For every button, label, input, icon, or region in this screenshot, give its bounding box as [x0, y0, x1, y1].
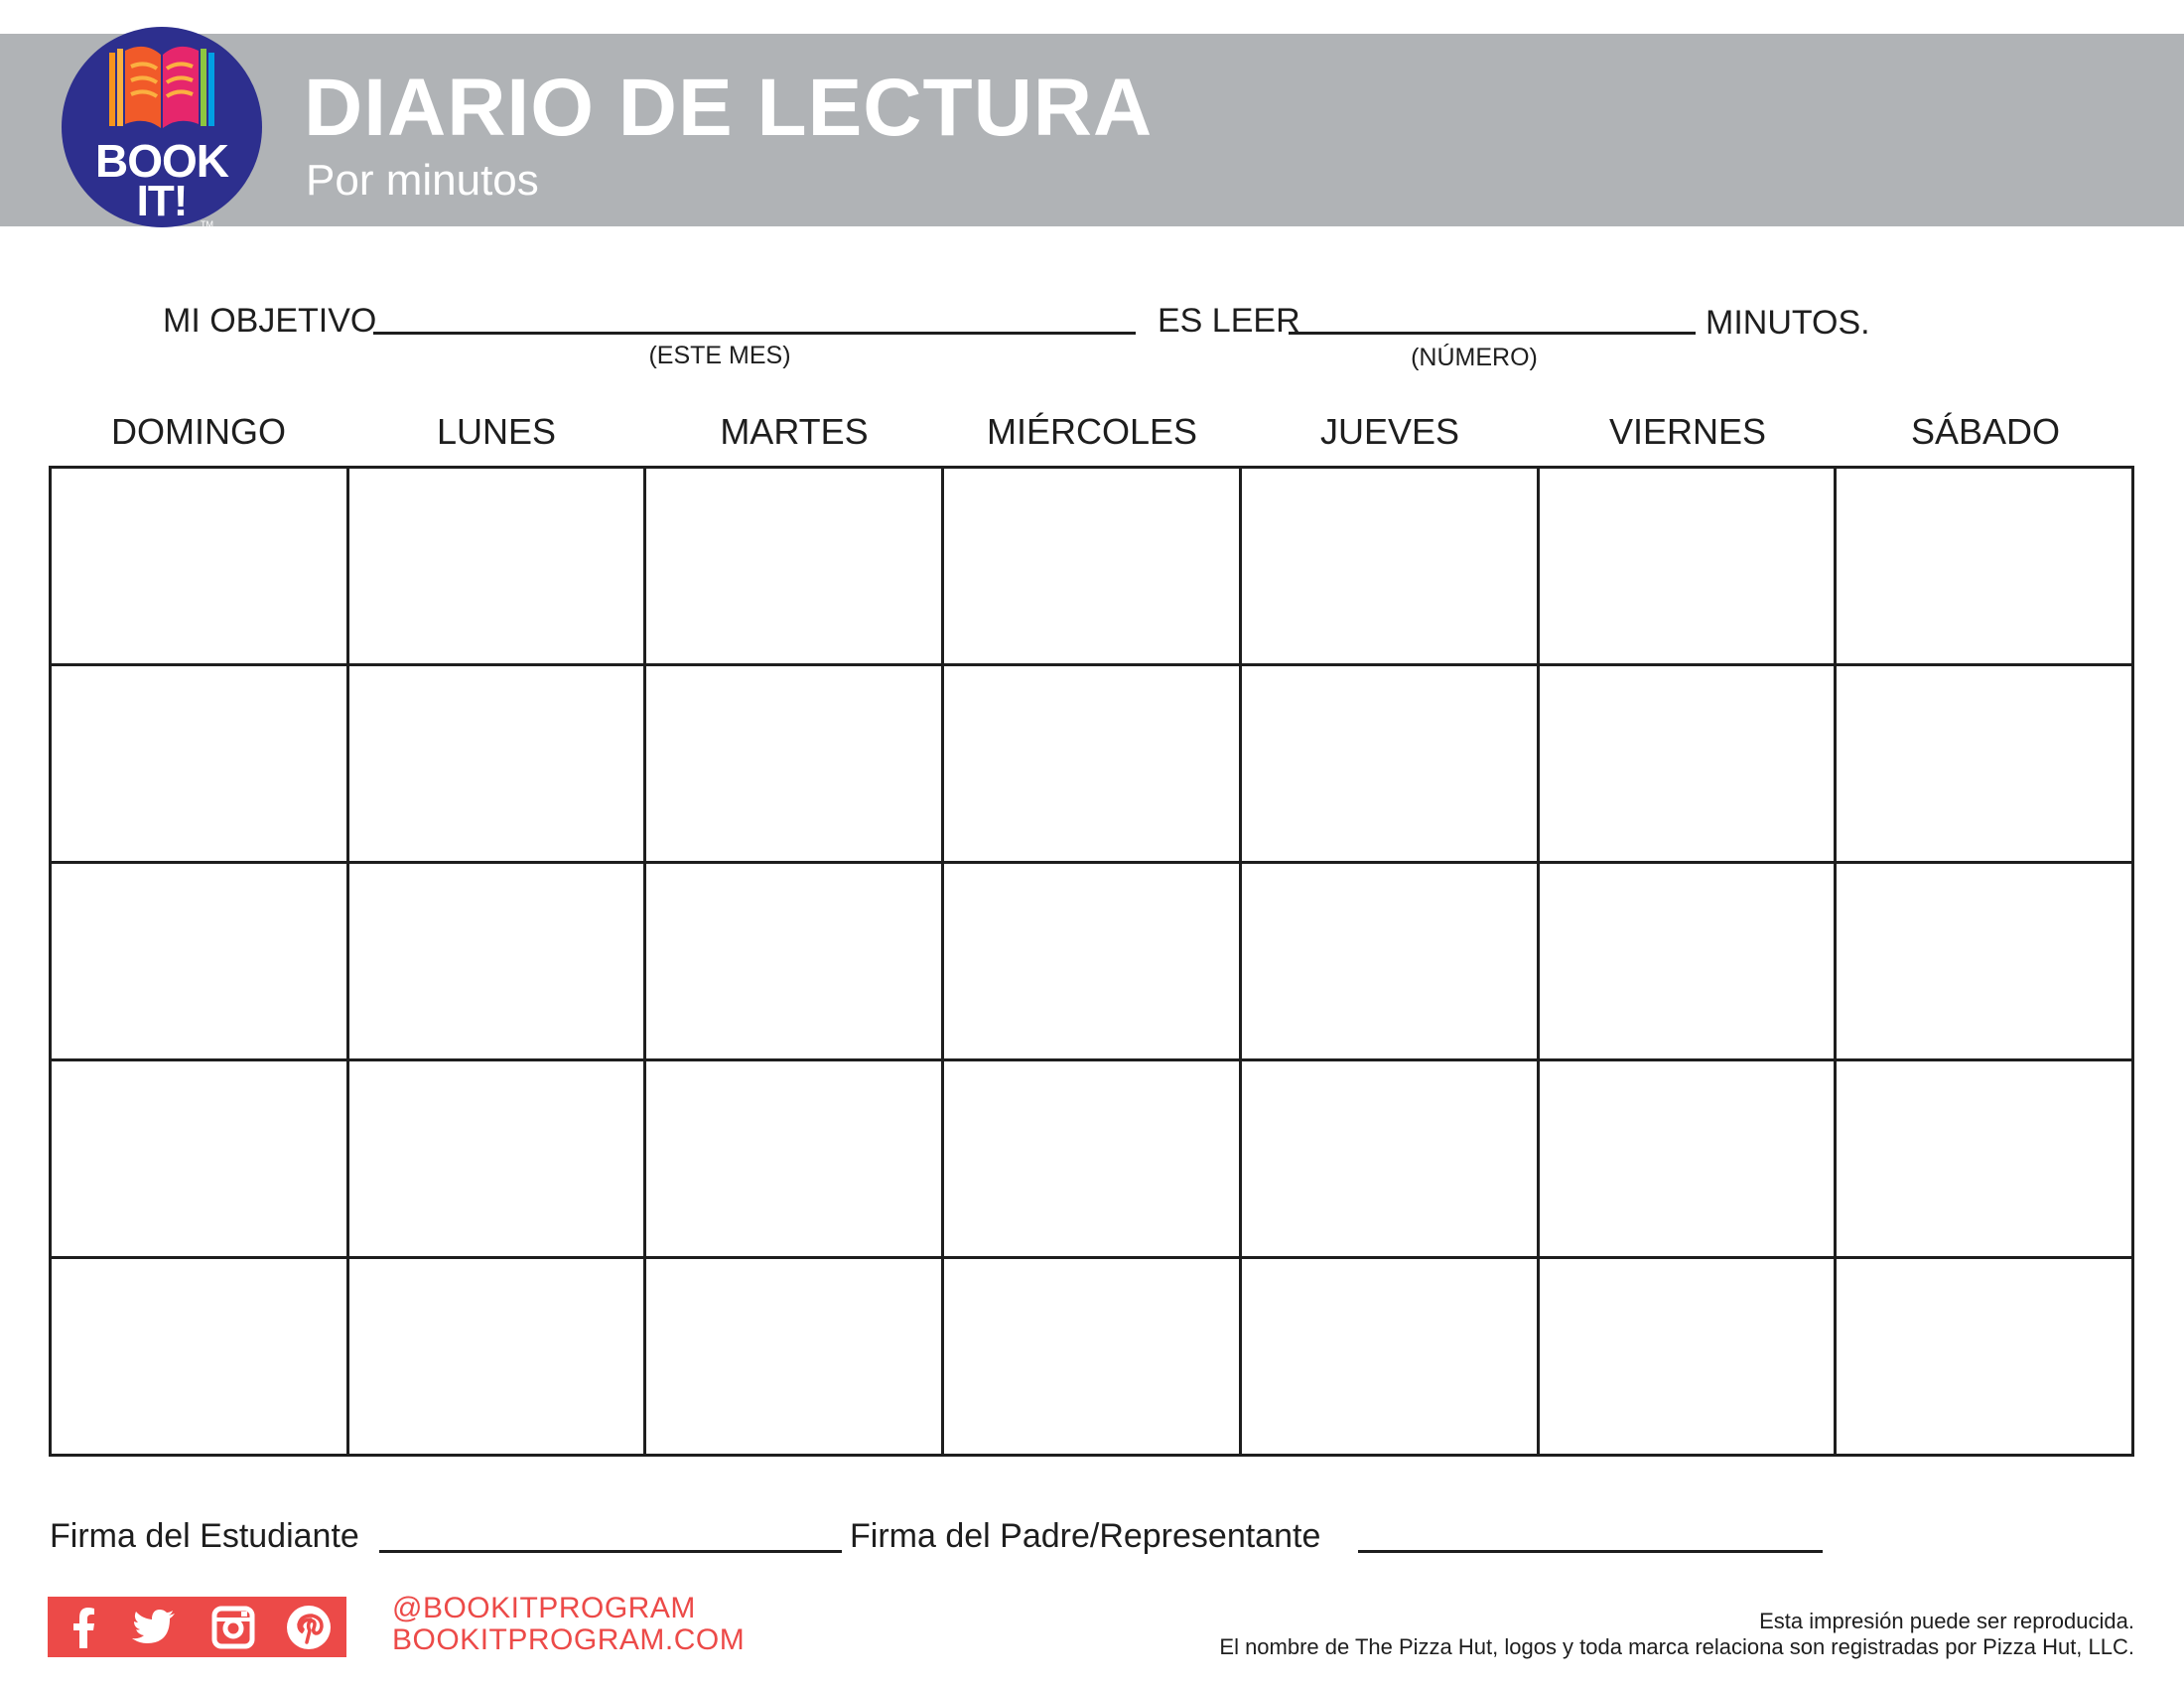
calendar-day-cell[interactable]: [1242, 469, 1540, 666]
goal-middle: ES LEER: [1158, 302, 1300, 340]
calendar-day-cell[interactable]: [944, 1259, 1242, 1457]
calendar-day-cell[interactable]: [646, 666, 944, 864]
calendar-day-cell[interactable]: [1540, 864, 1838, 1061]
calendar-day-cell[interactable]: [1540, 469, 1838, 666]
calendar-grid: [49, 466, 2134, 1457]
calendar-day-cell[interactable]: [1242, 1259, 1540, 1457]
calendar-day-cell[interactable]: [646, 1259, 944, 1457]
day-label-sunday: DOMINGO: [111, 411, 286, 452]
calendar-day-cell[interactable]: [646, 1061, 944, 1259]
twitter-icon[interactable]: [129, 1603, 179, 1652]
calendar-day-cell[interactable]: [1242, 1061, 1540, 1259]
parent-signature-label: Firma del Padre/Representante: [850, 1517, 1321, 1555]
calendar-day-cell[interactable]: [944, 864, 1242, 1061]
calendar-day-cell[interactable]: [1242, 864, 1540, 1061]
calendar-day-cell[interactable]: [1837, 469, 2134, 666]
calendar-day-cell[interactable]: [349, 1259, 647, 1457]
calendar-day-cell[interactable]: [1540, 1061, 1838, 1259]
day-label-tuesday: MARTES: [720, 411, 869, 452]
calendar-day-cell[interactable]: [944, 469, 1242, 666]
month-blank-line[interactable]: [373, 332, 1136, 335]
weekday-header-row: [50, 409, 2134, 459]
pinterest-icon[interactable]: [284, 1603, 334, 1652]
calendar-day-cell[interactable]: [52, 1061, 349, 1259]
calendar-day-cell[interactable]: [52, 469, 349, 666]
social-icons-bar: [48, 1597, 346, 1657]
calendar-day-cell[interactable]: [1242, 666, 1540, 864]
facebook-icon[interactable]: [60, 1603, 109, 1652]
calendar-day-cell[interactable]: [646, 864, 944, 1061]
day-label-wednesday: MIÉRCOLES: [986, 411, 1198, 452]
day-label-saturday: SÁBADO: [1910, 411, 2061, 452]
month-hint: (ESTE MES): [648, 342, 791, 369]
logo-text-book: BOOK: [95, 135, 228, 187]
legal-note-reproduction: Esta impresión puede ser reproducida.: [1759, 1609, 2134, 1633]
calendar-day-cell[interactable]: [52, 864, 349, 1061]
calendar-day-cell[interactable]: [349, 1061, 647, 1259]
calendar-day-cell[interactable]: [349, 469, 647, 666]
social-handle-link[interactable]: @BOOKITPROGRAM: [392, 1592, 696, 1624]
calendar-day-cell[interactable]: [349, 864, 647, 1061]
calendar-day-cell[interactable]: [349, 666, 647, 864]
website-link[interactable]: BOOKITPROGRAM.COM: [392, 1623, 746, 1656]
logo-text-it: IT!: [136, 177, 188, 225]
calendar-day-cell[interactable]: [1837, 1259, 2134, 1457]
day-label-friday: VIERNES: [1608, 411, 1767, 452]
calendar-day-cell[interactable]: [1540, 666, 1838, 864]
book-it-logo: [62, 27, 262, 227]
calendar-day-cell[interactable]: [1837, 864, 2134, 1061]
student-signature-label: Firma del Estudiante: [50, 1517, 359, 1555]
page-title: DIARIO DE LECTURA: [304, 63, 1154, 153]
calendar-day-cell[interactable]: [944, 666, 1242, 864]
goal-prefix: MI OBJETIVO: [163, 302, 377, 340]
calendar-day-cell[interactable]: [1837, 666, 2134, 864]
calendar-day-cell[interactable]: [52, 666, 349, 864]
instagram-icon[interactable]: [208, 1603, 258, 1652]
calendar-day-cell[interactable]: [52, 1259, 349, 1457]
calendar-day-cell[interactable]: [646, 469, 944, 666]
logo-trademark: TM: [201, 219, 213, 229]
goal-suffix: MINUTOS.: [1706, 304, 1870, 342]
calendar-day-cell[interactable]: [1540, 1259, 1838, 1457]
day-label-monday: LUNES: [436, 411, 557, 452]
calendar-day-cell[interactable]: [944, 1061, 1242, 1259]
day-label-thursday: JUEVES: [1319, 411, 1460, 452]
number-hint: (NÚMERO): [1411, 344, 1538, 371]
number-blank-line[interactable]: [1289, 332, 1696, 335]
legal-note-trademark: El nombre de The Pizza Hut, logos y toda marca relaciona son registradas por Pizza Hut, LLC.: [1219, 1634, 2134, 1659]
parent-signature-line[interactable]: [1358, 1550, 1823, 1553]
student-signature-line[interactable]: [379, 1550, 842, 1553]
page-subtitle: Por minutos: [306, 156, 539, 205]
calendar-day-cell[interactable]: [1837, 1061, 2134, 1259]
